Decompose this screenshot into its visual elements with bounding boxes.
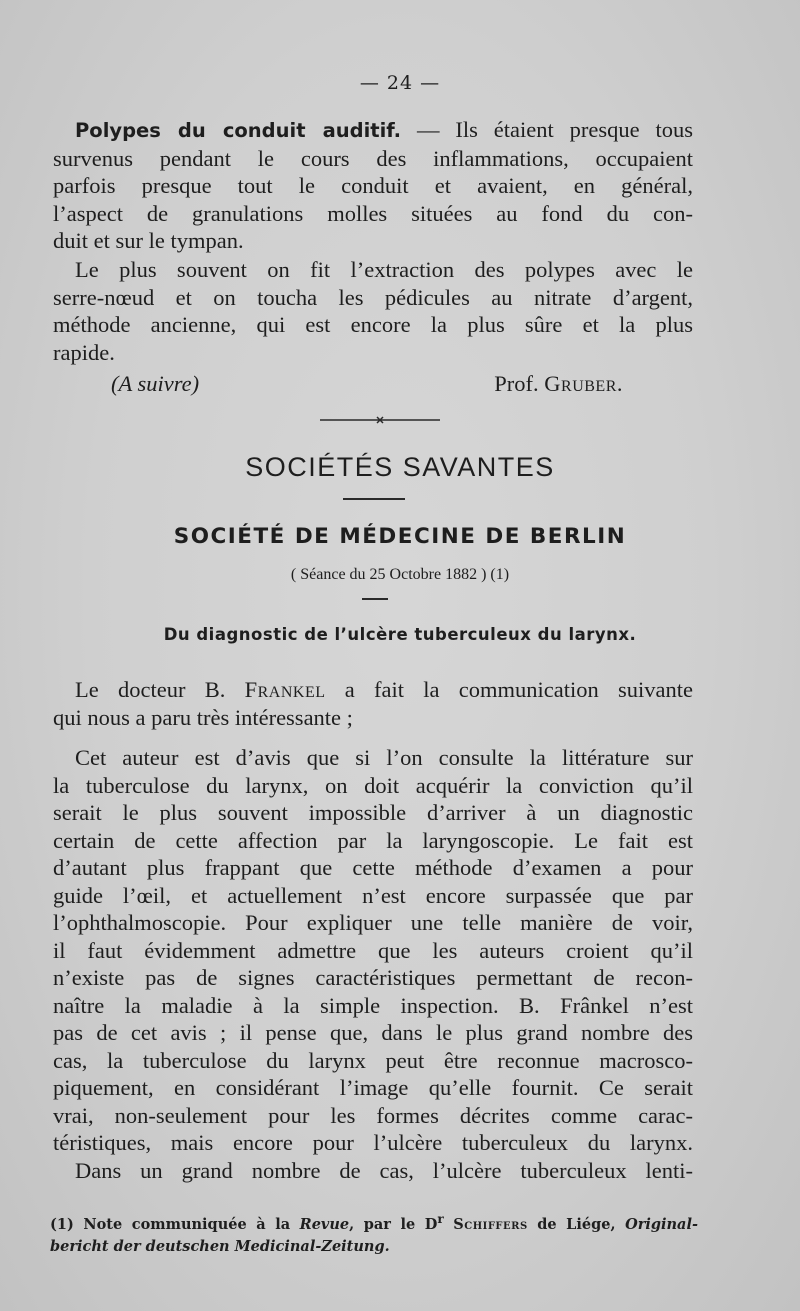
author-signature: Prof. Gruber. xyxy=(494,371,623,396)
paragraph-lenticulaire: Dans un grand nombre de cas, l’ulcère tuberculeux lenti- xyxy=(75,1158,693,1183)
paragraph-avis: Cet auteur est d’avis que si l’on consulte la littérature sur la tuberculose du larynx, on doit acquérir la conviction qu’il serait le plus souvent impossible d’arriver à un diagnostic certain de cette affection par la laryngoscopie. Le fait est d’autant plus frappant que cette méthode d’examen a pour guide l’œil, et actuellement n’est encore surpassée que par l’ophthalmoscopie. Pour expliquer une telle manière de voir, il faut évidemment admettre que les auteurs croient qu’il n’existe pas de signes caractéristiques permettant de recon- naître la maladie à la simple inspection. B. Frânkel n’est pas de cet avis ; il pense que, dans le plus grand nombre des cas, la tuberculose du larynx peut être reconnue macrosco- piquement, en considérant l’image qu’elle fournit. Ce serait vrai, non-seulement pour les formes décrites comme carac- téristiques, mais encore pour l’ulcère tuberculeux du larynx. xyxy=(53,745,693,1155)
author-name: Frankel xyxy=(244,677,326,702)
page-number: — 24 — xyxy=(359,72,441,94)
section-title: SOCIÉTÉS SAVANTES xyxy=(245,452,555,482)
seance-date: ( Séance du 25 Octobre 1882 ) (1) xyxy=(290,566,510,583)
paragraph-extraction: Le plus souvent on fit l’extraction des polypes avec le serre-nœud et on toucha les pédicules au nitrate d’argent, méthode ancienne, qui est encore la plus sûre et la plus rapide. xyxy=(53,257,693,365)
paragraph-frankel: Le docteur B. Frankel a fait la communication suivante qui nous a paru très intéressante ; xyxy=(53,677,693,730)
paragraph-polypes: Polypes du conduit auditif. — Ils étaient presque tous survenus pendant le cours des inflammations, occupaient parfois presque tout le conduit et avaient, en général, l’aspect de granulations molles situées au fond du con- duit et sur le tympan. xyxy=(53,117,693,253)
title-rule xyxy=(343,498,405,500)
article-subheading: Du diagnostic de l’ulcère tuberculeux du larynx. xyxy=(163,625,637,644)
ornament-divider xyxy=(320,415,440,425)
section-heading-polypes: Polypes du conduit auditif. xyxy=(75,119,402,142)
footnote: (1) Note communiquée à la Revue, par le $D^r$ Schiffers de Liége, Original- bericht der deutschen Medicinal-Zeitung. xyxy=(50,1212,698,1255)
society-title: SOCIÉTÉ DE MÉDECINE DE BERLIN xyxy=(173,524,627,549)
short-rule xyxy=(362,598,388,600)
to-be-continued: (A suivre) xyxy=(111,371,200,396)
